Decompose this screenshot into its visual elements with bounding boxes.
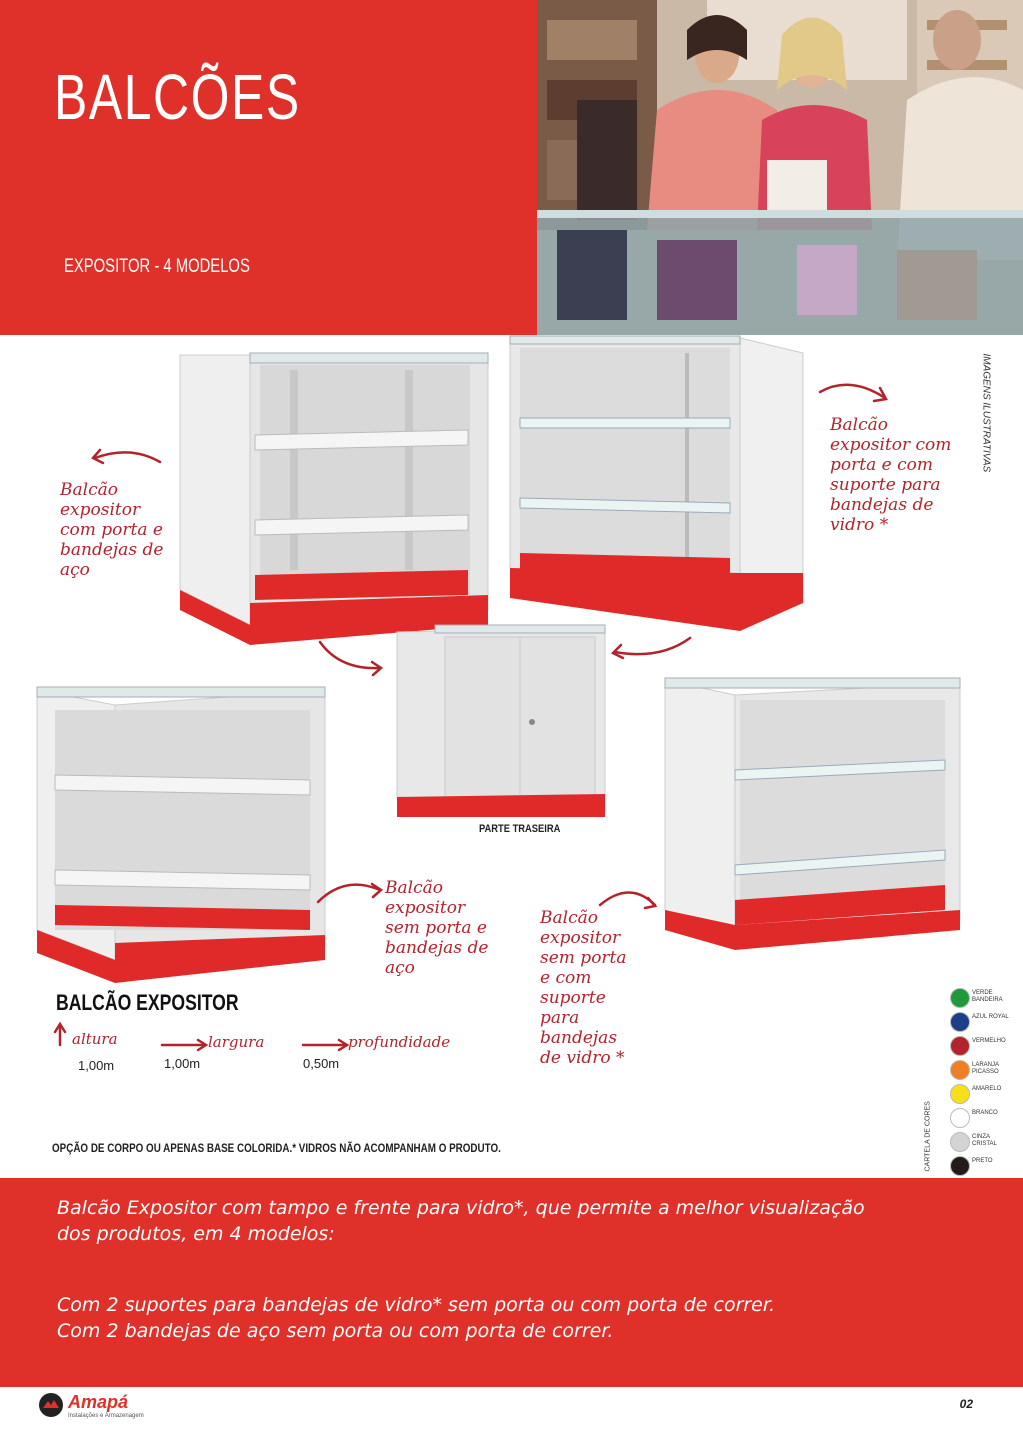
description-line-2: dos produtos, em 4 modelos: <box>57 1223 335 1245</box>
caption-model-1: Balcão expositor com porta e bandejas de aço <box>60 480 164 580</box>
description-line-4: Com 2 bandejas de aço sem porta ou com porta de correr. <box>57 1320 614 1342</box>
page-subtitle: EXPOSITOR - 4 MODELOS <box>64 256 250 277</box>
color-swatch-label: VERMELHO <box>972 1038 1006 1044</box>
color-swatch <box>950 1060 970 1080</box>
color-swatch <box>950 1012 970 1032</box>
product-note: OPÇÃO DE CORPO OU APENAS BASE COLORIDA.* VIDROS NÃO ACOMPANHAM O PRODUTO. <box>52 1141 501 1155</box>
color-swatch <box>950 1108 970 1128</box>
color-swatch <box>950 1132 970 1152</box>
color-swatch-label: LARANJA PICASSO <box>972 1062 999 1075</box>
dimension-label-height: altura <box>72 1030 118 1048</box>
color-swatch-label: PRETO <box>972 1158 993 1164</box>
page-title: BALCÕES <box>54 61 301 133</box>
description-band <box>0 1178 1023 1387</box>
color-swatch <box>950 1036 970 1056</box>
back-view-label: PARTE TRASEIRA <box>479 823 561 835</box>
brand-logo-icon <box>38 1392 64 1418</box>
caption-model-2: Balcão expositor com porta e com suporte para bandejas de vidro * <box>830 415 952 535</box>
dimension-label-width: largura <box>208 1033 265 1051</box>
color-palette-title: CARTELA DE CORES <box>924 1101 932 1172</box>
color-swatch-label: BRANCO <box>972 1110 998 1116</box>
caption-model-3: Balcão expositor sem porta e bandejas de aço <box>385 878 489 978</box>
color-swatch-label: AZUL ROYAL <box>972 1014 1009 1020</box>
color-swatch <box>950 988 970 1008</box>
color-swatch <box>950 1084 970 1104</box>
color-swatch-label: AMARELO <box>972 1086 1002 1092</box>
caption-model-4: Balcão expositor sem porta e com suporte para bandejas de vidro * <box>540 908 627 1068</box>
page-number: 02 <box>959 1397 973 1411</box>
dimension-value-depth: 0,50m <box>303 1056 340 1071</box>
brand-tagline: Instalações e Armazenagem <box>68 1413 144 1419</box>
color-swatch-label: VERDE BANDEIRA <box>972 990 1003 1003</box>
color-swatch-label: CINZA CRISTAL <box>972 1134 997 1147</box>
brand-logo <box>38 1392 144 1422</box>
illustrative-images-note: IMAGENS ILUSTRATIVAS <box>980 353 992 473</box>
dimension-label-depth: profundidade <box>348 1033 451 1051</box>
color-swatch <box>950 1156 970 1176</box>
dimension-value-width: 1,00m <box>164 1056 201 1071</box>
dimension-value-height: 1,00m <box>78 1058 115 1073</box>
description-line-3: Com 2 suportes para bandejas de vidro* sem porta ou com porta de correr. <box>57 1294 775 1316</box>
description-line-1: Balcão Expositor com tampo e frente para vidro*, que permite a melhor visualização <box>57 1197 865 1219</box>
dimensions-title: BALCÃO EXPOSITOR <box>56 990 239 1015</box>
brand-name: Amapá <box>68 1392 129 1412</box>
